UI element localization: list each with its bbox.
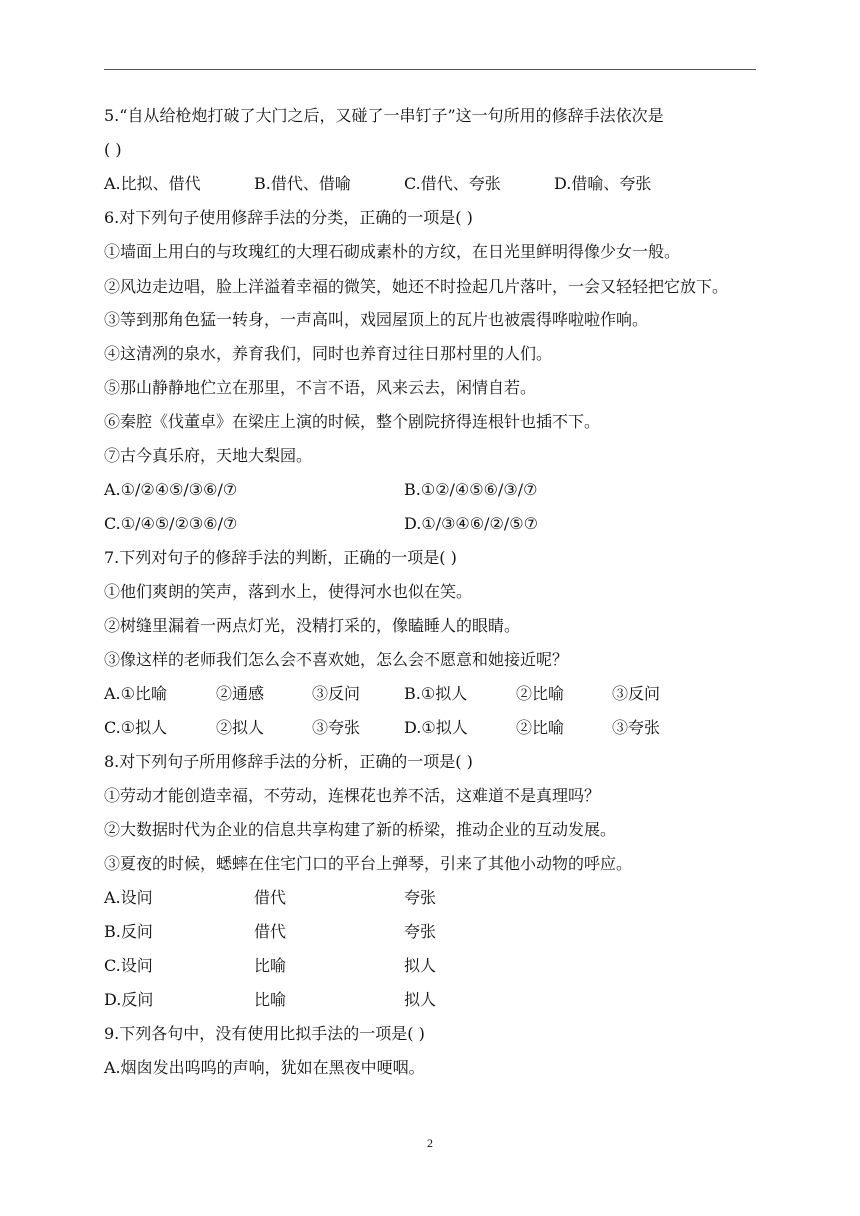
question-5-stem: 5.“自从给枪炮打破了大门之后，又碰了一串钉子”这一句所用的修辞手法依次是	[104, 106, 664, 125]
question-9-stem: 9.下列各句中，没有使用比拟手法的一项是( )	[104, 1024, 425, 1043]
option-b-col3: 夸张	[404, 922, 437, 941]
option-d-col1: D.反问	[104, 990, 154, 1009]
sentence-1: ①他们爽朗的笑声，落到水上，使得河水也似在笑。	[104, 582, 473, 601]
question-6-options-row2	[104, 508, 760, 542]
option-c-col1: C.设问	[104, 956, 153, 975]
sentence-2: ②风边走边唱，脸上洋溢着幸福的微笑，她还不时捡起几片落叶，一会又轻轻把它放下。	[104, 277, 729, 296]
question-7-options-row1	[104, 678, 760, 712]
sentence-2: ②大数据时代为企业的信息共享构建了新的桥梁，推动企业的互动发展。	[104, 820, 617, 839]
sentence-4: ④这清冽的泉水，养育我们，同时也养育过往日那村里的人们。	[104, 344, 553, 363]
sentence-1: ①劳动才能创造幸福，不劳动，连棵花也养不活，这难道不是真理吗？	[104, 786, 601, 805]
option-c-part3: ③夸张	[312, 718, 361, 737]
sentence-3: ③夏夜的时候，蟋蟀在住宅门口的平台上弹琴，引来了其他小动物的呼应。	[104, 854, 633, 873]
question-5-options	[104, 168, 760, 202]
question-8-option-a	[104, 882, 760, 916]
sentence-6: ⑥秦腔《伐董卓》在梁庄上演的时候，整个剧院挤得连根针也插不下。	[104, 412, 601, 431]
exam-content	[104, 100, 760, 1086]
option-d-part1: D.①拟人	[404, 718, 468, 737]
question-8-option-c	[104, 950, 760, 984]
option-c-col2: 比喻	[254, 956, 287, 975]
page-number: 2	[427, 1136, 433, 1150]
option-d-part2: ②比喻	[516, 718, 565, 737]
option-a-part3: ③反问	[312, 684, 361, 703]
option-b: B.①②/④⑤⑥/③/⑦	[404, 480, 538, 499]
option-a-col3: 夸张	[404, 888, 437, 907]
option-a: A.①/②④⑤/③⑥/⑦	[104, 480, 238, 499]
question-8-option-d	[104, 984, 760, 1018]
header-rule	[104, 69, 756, 70]
option-b-col1: B.反问	[104, 922, 153, 941]
question-6-stem: 6.对下列句子使用修辞手法的分类，正确的一项是( )	[104, 208, 473, 227]
option-a-col2: 借代	[254, 888, 287, 907]
sentence-5: ⑤那山静静地伫立在那里，不言不语，风来云去，闲情自若。	[104, 378, 537, 397]
question-7-options-row2	[104, 712, 760, 746]
option-a: A.比拟、借代	[104, 174, 201, 193]
question-5-paren: ( )	[104, 140, 122, 159]
question-8-stem: 8.对下列句子所用修辞手法的分析，正确的一项是( )	[104, 752, 473, 771]
option-b: B.借代、借喻	[254, 174, 351, 193]
sentence-3: ③像这样的老师我们怎么会不喜欢她，怎么会不愿意和她接近呢？	[104, 650, 569, 669]
question-7-stem: 7.下列对句子的修辞手法的判断，正确的一项是( )	[104, 548, 457, 567]
option-d-col3: 拟人	[404, 990, 437, 1009]
sentence-2: ②树缝里漏着一两点灯光，没精打采的，像瞌睡人的眼睛。	[104, 616, 521, 635]
question-8-option-b	[104, 916, 760, 950]
option-d-col2: 比喻	[254, 990, 287, 1009]
question-9-option-a: A.烟囱发出呜呜的声响，犹如在黑夜中哽咽。	[104, 1058, 425, 1077]
option-c: C.①/④⑤/②③⑥/⑦	[104, 514, 238, 533]
option-c: C.借代、夸张	[404, 174, 501, 193]
option-b-col2: 借代	[254, 922, 287, 941]
sentence-1: ①墙面上用白的与玫瑰红的大理石砌成素朴的方纹，在日光里鲜明得像少女一般。	[104, 242, 681, 261]
sentence-3: ③等到那角色猛一转身，一声高叫，戏园屋顶上的瓦片也被震得哗啦啦作响。	[104, 310, 649, 329]
option-a-col1: A.设问	[104, 888, 153, 907]
option-d: D.借喻、夸张	[554, 174, 652, 193]
question-6-options-row1	[104, 474, 760, 508]
option-a-part1: A.①比喻	[104, 684, 167, 703]
sentence-7: ⑦古今真乐府，天地大梨园。	[104, 446, 313, 465]
option-c-part2: ②拟人	[216, 718, 265, 737]
option-b-part1: B.①拟人	[404, 684, 468, 703]
option-d-part3: ③夸张	[612, 718, 661, 737]
option-b-part2: ②比喻	[516, 684, 565, 703]
option-a-part2: ②通感	[216, 684, 265, 703]
option-c-part1: C.①拟人	[104, 718, 168, 737]
option-c-col3: 拟人	[404, 956, 437, 975]
option-b-part3: ③反问	[612, 684, 661, 703]
option-d: D.①/③④⑥/②/⑤⑦	[404, 514, 538, 533]
